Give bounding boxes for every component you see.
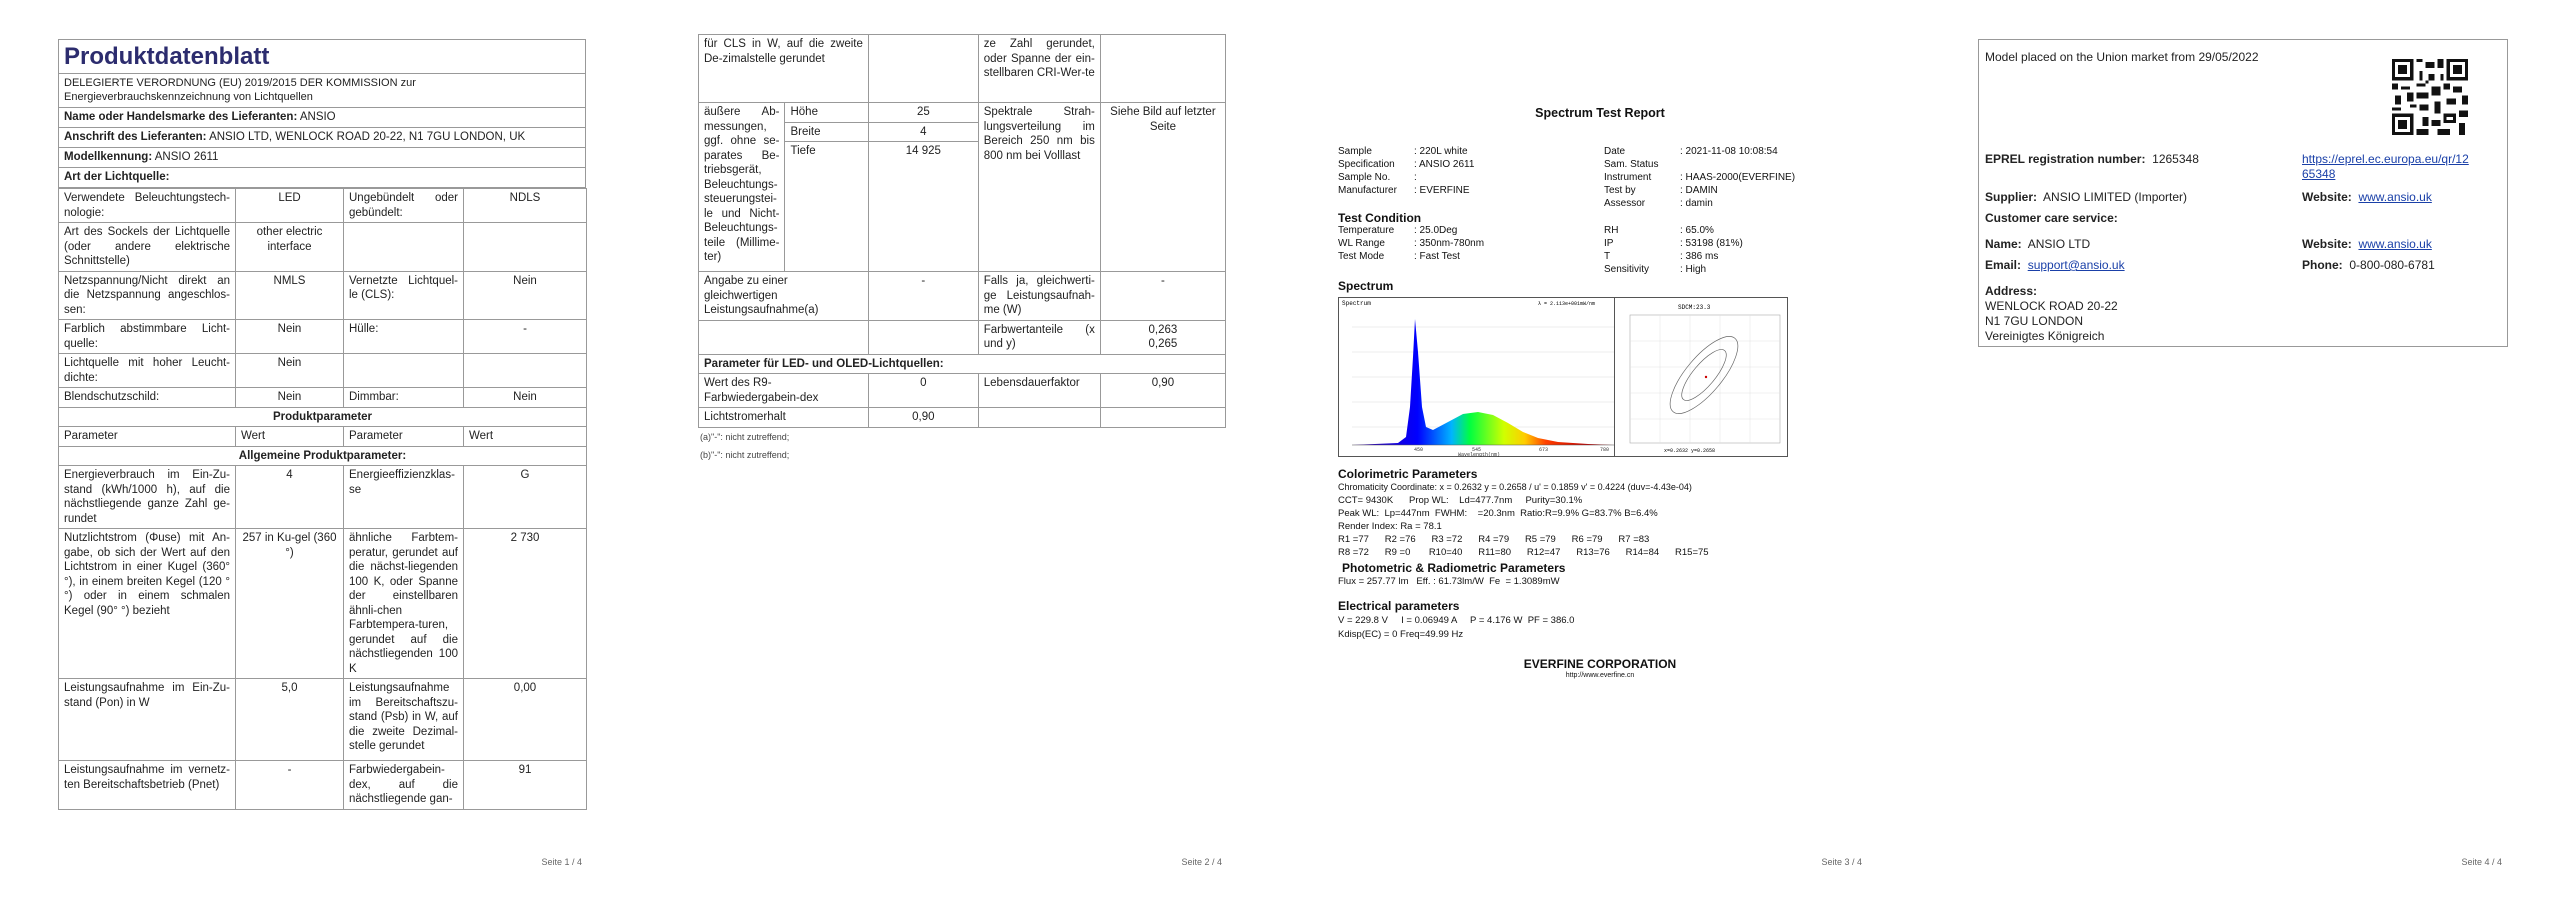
info-value: : High: [1680, 264, 1707, 275]
info-status: [1604, 159, 1680, 172]
info-key: T: [1604, 251, 1611, 262]
light-source-table: [58, 188, 587, 810]
info-key: Sam. Status: [1604, 159, 1659, 170]
supplier-row: [58, 108, 586, 128]
tc-temp: [1338, 225, 1457, 238]
tc-ip: [1604, 238, 1743, 251]
cell: 0,263 0,265: [1100, 320, 1225, 354]
footer-url: http://www.everfine.cn: [1565, 672, 1635, 679]
table-row: [699, 35, 1226, 103]
electrical-line: Kdisp(EC) = 0 Freq=49.99 Hz: [1338, 629, 1464, 640]
cell: [464, 223, 587, 272]
supplier-row: [1985, 190, 2187, 205]
info-key: WL Range: [1338, 238, 1385, 249]
footer-company: EVERFINE CORPORATION: [1523, 657, 1677, 671]
table-row: [59, 446, 587, 466]
cell: LED: [236, 189, 344, 223]
info-value: :: [1414, 172, 1417, 183]
footnote-b: (b)"-": nicht zutreffend;: [700, 450, 790, 460]
address-row: [58, 128, 586, 148]
info-value: : 65.0%: [1680, 225, 1714, 236]
cell: 4: [236, 466, 344, 529]
cell: Siehe Bild auf letzter Seite: [1100, 103, 1225, 272]
info-assessor: [1604, 198, 1713, 211]
info-value: : 25.0Deg: [1414, 225, 1458, 236]
cell: Dimmbar:: [344, 388, 464, 408]
cell: [868, 320, 978, 354]
address-label: Anschrift des Lieferanten:: [64, 131, 207, 143]
dim-label: Breite: [785, 122, 868, 142]
page-number: Seite 4 / 4: [2461, 857, 2502, 867]
table-row: [699, 103, 1226, 123]
cell: Leistungsaufnahme im Bereitschaftszu-stand (Psb) in W, auf die zweite Dezimal-stelle gerundet: [344, 679, 464, 761]
spectrum-tick: 450: [1414, 447, 1424, 453]
light-source-type-heading: Art der Lichtquelle:: [58, 168, 586, 188]
supplier-value: ANSIO LIMITED (Importer): [2043, 190, 2188, 204]
info-spec: [1338, 159, 1474, 172]
cell: 2 730: [464, 529, 587, 679]
cell: Hülle:: [344, 320, 464, 354]
cell: -: [1100, 272, 1225, 321]
tc-rh: [1604, 225, 1714, 238]
table-row: [59, 320, 587, 354]
tc-wl: [1338, 238, 1484, 251]
cell: Farbwertanteile (x und y): [978, 320, 1100, 354]
info-key: Assessor: [1604, 198, 1646, 209]
table-row: [59, 407, 587, 427]
cell: [868, 35, 978, 103]
spectrum-label: Spectrum: [1342, 300, 1371, 307]
cell: -: [868, 272, 978, 321]
address-line: Vereinigtes Königreich: [1985, 329, 2105, 343]
qr-code-icon: [2392, 59, 2468, 135]
footnote-a: (a)"-": nicht zutreffend;: [700, 432, 790, 442]
dim-value: 4: [868, 122, 978, 142]
email-label: Email:: [1985, 258, 2022, 272]
cell: Energieeffizienzklas-se: [344, 466, 464, 529]
cell: 0,90: [1100, 374, 1225, 408]
address-heading: Address:: [1985, 284, 2038, 298]
cell: Energieverbrauch im Ein-Zu-stand (kWh/1000 h), auf die nächstliegende ganze Zahl ge-rundet: [59, 466, 236, 529]
cie-frame: [1615, 298, 1788, 457]
info-value: : 220L white: [1414, 146, 1468, 157]
cell: NDLS: [464, 189, 587, 223]
cell: Angabe zu einer gleichwertigen Leistungsaufnahme(a): [699, 272, 869, 321]
tc-mode: [1338, 251, 1460, 264]
info-key: Instrument: [1604, 172, 1652, 183]
table-header: [59, 427, 587, 447]
regulation-subtitle: DELEGIERTE VERORDNUNG (EU) 2019/2015 DER KOMMISSION zur Energieverbrauchskennzeichnung von Lichtquellen: [58, 74, 586, 108]
table-row: [699, 408, 1226, 428]
cell: Farblich abstimmbare Licht-quelle:: [59, 320, 236, 354]
cell: ähnliche Farbtem-peratur, gerundet auf die nächst-liegenden 100 K, oder Spanne der einstellbaren ähnli-chen Farbtempera-turen, gerundet auf die nächstliegenden 100 K: [344, 529, 464, 679]
page-title: Produktdatenblatt: [58, 39, 586, 74]
info-value: : HAAS-2000(EVERFINE): [1680, 172, 1796, 183]
cell: Nein: [236, 388, 344, 408]
info-key: Sample: [1338, 146, 1372, 157]
info-value: : 53198 (81%): [1680, 238, 1743, 249]
info-value: : DAMIN: [1680, 185, 1718, 196]
column-header: Wert: [464, 427, 587, 447]
phone-label: Phone:: [2302, 258, 2343, 272]
supplier-label: Supplier:: [1985, 190, 2038, 204]
cell: [464, 354, 587, 388]
cell: 0,90: [868, 408, 978, 428]
cell: NMLS: [236, 271, 344, 320]
info-value: : 386 ms: [1680, 251, 1719, 262]
spectrum-heading: Spectrum: [1338, 279, 1394, 293]
colorimetric-line: CCT= 9430K Prop WL: Ld=477.7nm Purity=30.1%: [1338, 495, 1583, 506]
table-row: [699, 272, 1226, 321]
website2-label: Website:: [2302, 237, 2352, 251]
table-row: [59, 679, 587, 761]
cell: Farbwiedergabein-dex, auf die nächstliegende gan-: [344, 761, 464, 810]
page-4: [1920, 0, 2560, 905]
cell: Verwendete Beleuchtungstech-nologie:: [59, 189, 236, 223]
supplier-value: ANSIO: [299, 111, 336, 123]
table-row: [59, 388, 587, 408]
info-sample-no: [1338, 172, 1417, 185]
eprel-value: 1265348: [2152, 152, 2199, 166]
tc-t: [1604, 251, 1718, 264]
spectrum-xlabel: Wavelength(nm): [1458, 452, 1501, 457]
info-key: Sample No.: [1338, 172, 1391, 183]
table-row: [699, 374, 1226, 408]
cell: Nein: [236, 354, 344, 388]
table-row: [59, 189, 587, 223]
cell: Ungebündelt oder gebündelt:: [344, 189, 464, 223]
name-label: Name:: [1985, 237, 2022, 251]
led-params-heading: Parameter für LED- und OLED-Lichtquellen:: [699, 354, 1226, 374]
cell: Falls ja, gleichwerti-ge Leistungsaufnah-me (W): [978, 272, 1100, 321]
spectrum-tick: 673: [1539, 447, 1549, 453]
eprel-link-line[interactable]: 65348: [2302, 167, 2336, 181]
phone-value: 0-800-080-6781: [2349, 258, 2435, 272]
tc-sens: [1604, 264, 1706, 277]
column-header: Parameter: [59, 427, 236, 447]
colorimetric-line: Render Index: Ra = 78.1: [1338, 521, 1442, 532]
info-value: : damin: [1680, 198, 1713, 209]
cell: Blendschutzschild:: [59, 388, 236, 408]
cell: [699, 320, 869, 354]
cell: Lichtquelle mit hoher Leucht-dichte:: [59, 354, 236, 388]
spectrum-tick: 545: [1472, 447, 1482, 453]
datasheet-table-p2: [698, 34, 1226, 428]
phone-row: [2302, 258, 2435, 273]
info-key: Manufacturer: [1338, 185, 1397, 196]
info-key: Sensitivity: [1604, 264, 1650, 275]
page-2: [640, 0, 1280, 905]
table-row: [59, 761, 587, 810]
datasheet-table-p1: [58, 39, 586, 810]
cell: Lichtstromerhalt: [699, 408, 869, 428]
general-params-heading: Allgemeine Produktparameter:: [59, 446, 587, 466]
eprel-row: [1985, 152, 2199, 167]
cell: [1100, 408, 1225, 428]
colorimetric-line: R8 =72 R9 =0 R10=40 R11=80 R12=47 R13=76 R14=84 R15=75: [1338, 547, 1709, 558]
info-value: : 350nm-780nm: [1414, 238, 1485, 249]
info-key: RH: [1604, 225, 1619, 236]
cell: [344, 354, 464, 388]
info-key: Date: [1604, 146, 1626, 157]
spectrum-max: λ = 2.113e+001mW/nm: [1538, 301, 1596, 307]
table-row: [59, 529, 587, 679]
email-link[interactable]: support@ansio.uk: [2027, 258, 2125, 272]
spectrum-chart: [1338, 297, 1618, 457]
table-row: [59, 223, 587, 272]
info-manufacturer: [1338, 185, 1470, 198]
cell: Art des Sockels der Lichtquelle (oder andere elektrische Schnittstelle): [59, 223, 236, 272]
report-title: Spectrum Test Report: [1535, 106, 1665, 120]
name-value: ANSIO LTD: [2027, 237, 2091, 251]
website-label: Website:: [2302, 190, 2352, 204]
info-sample: [1338, 146, 1468, 159]
table-row: [59, 354, 587, 388]
cell: Vernetzte Lichtquel-le (CLS):: [344, 271, 464, 320]
cell: G: [464, 466, 587, 529]
info-key: Test by: [1604, 185, 1636, 196]
eprel-info-box: [1978, 39, 2508, 347]
cell: Lebensdauerfaktor: [978, 374, 1100, 408]
model-row: [58, 148, 586, 168]
cell: other electric interface: [236, 223, 344, 272]
test-condition-heading: Test Condition: [1338, 211, 1422, 225]
cell: für CLS in W, auf die zweite De-zimalstelle gerundet: [699, 35, 869, 103]
cell: Nein: [464, 388, 587, 408]
table-row: [59, 466, 587, 529]
electrical-line: V = 229.8 V I = 0.06949 A P = 4.176 W PF = 386.0: [1338, 615, 1575, 626]
website-row: [2302, 190, 2432, 205]
supplier-label: Name oder Handelsmarke des Lieferanten:: [64, 111, 298, 123]
photometric-line: Flux = 257.77 lm Eff. : 61.73lm/W Fe = 1.3089mW: [1338, 576, 1560, 587]
column-header: Wert: [236, 427, 344, 447]
page-number: Seite 1 / 4: [541, 857, 582, 867]
eprel-link-line[interactable]: https://eprel.ec.europa.eu/qr/12: [2302, 152, 2469, 166]
model-label: Modellkennung:: [64, 151, 153, 163]
page-1: [0, 0, 640, 905]
page-number: Seite 3 / 4: [1821, 857, 1862, 867]
cell: Leistungsaufnahme im Ein-Zu-stand (Pon) in W: [59, 679, 236, 761]
market-date-text: Model placed on the Union market from 29/05/2022: [1985, 50, 2259, 64]
cell: 257 in Ku-gel (360 °): [236, 529, 344, 679]
cell: 91: [464, 761, 587, 810]
email-row: [1985, 258, 2125, 273]
address-line: N1 7GU LONDON: [1985, 314, 2084, 328]
cell: Nein: [236, 320, 344, 354]
info-value: : Fast Test: [1414, 251, 1460, 262]
cell: Nein: [464, 271, 587, 320]
cie-label: SDCM:23.3: [1678, 304, 1711, 311]
cell: 5,0: [236, 679, 344, 761]
cell: Leistungsaufnahme im vernetz-ten Bereitschaftsbetrieb (Pnet): [59, 761, 236, 810]
website2-link[interactable]: www.ansio.uk: [2358, 237, 2432, 251]
cell: Spektrale Strah-lungsverteilung im Bereich 250 nm bis 800 nm bei Volllast: [978, 103, 1100, 272]
info-key: IP: [1604, 238, 1614, 249]
info-key: Temperature: [1338, 225, 1395, 236]
dim-value: 14 925: [868, 142, 978, 272]
cie-point: [1705, 376, 1707, 378]
eprel-label: EPREL registration number:: [1985, 152, 2146, 166]
cell: [344, 223, 464, 272]
product-params-heading: Produktparameter: [59, 407, 587, 427]
colorimetric-line: R1 =77 R2 =76 R3 =72 R4 =79 R5 =79 R6 =79 R7 =83: [1338, 534, 1650, 545]
name-row: [1985, 237, 2090, 252]
page-number: Seite 2 / 4: [1181, 857, 1222, 867]
website2-row: [2302, 237, 2432, 252]
dim-label: Tiefe: [785, 142, 868, 272]
info-tester: [1604, 185, 1718, 198]
photometric-heading: Photometric & Radiometric Parameters: [1342, 561, 1566, 575]
column-header: Parameter: [344, 427, 464, 447]
cell: 0: [868, 374, 978, 408]
eprel-link[interactable]: [2302, 152, 2469, 182]
website-link[interactable]: www.ansio.uk: [2358, 190, 2432, 204]
info-value: : ANSIO 2611: [1414, 159, 1475, 170]
cell: Nutzlichtstrom (Φuse) mit An-gabe, ob sich der Wert auf den Lichtstrom in einer Kugel (360° °), in einem breiten Kegel (120 °°) oder in einem schmalen Kegel (90° °) bezieht: [59, 529, 236, 679]
cell: [978, 408, 1100, 428]
dim-label: Höhe: [785, 103, 868, 123]
address-line: WENLOCK ROAD 20-22: [1985, 299, 2118, 313]
info-value: : EVERFINE: [1414, 185, 1470, 196]
cell: Netzspannung/Nicht direkt an die Netzspannung angeschlos-sen:: [59, 271, 236, 320]
cie-chart: [1614, 297, 1788, 457]
table-row: [699, 320, 1226, 354]
info-date: [1604, 146, 1778, 159]
colorimetric-line: Peak WL: Lp=447nm FWHM: =20.3nm Ratio:R=9.9% G=83.7% B=6.4%: [1338, 508, 1658, 519]
page-3: [1280, 0, 1920, 905]
electrical-heading: Electrical parameters: [1338, 599, 1460, 613]
table-row: [699, 354, 1226, 374]
info-instrument: [1604, 172, 1795, 185]
info-value: : 2021-11-08 10:08:54: [1680, 146, 1778, 157]
cell: -: [236, 761, 344, 810]
cell: -: [464, 320, 587, 354]
colorimetric-heading: Colorimetric Parameters: [1338, 467, 1478, 481]
cie-xlabel: x=0.2632 y=0.2658: [1664, 448, 1716, 454]
info-key: Test Mode: [1338, 251, 1385, 262]
model-value: ANSIO 2611: [154, 151, 219, 163]
cell: ze Zahl gerundet, oder Spanne der ein-stellbaren CRI-Wer-te: [978, 35, 1100, 103]
address-value: ANSIO LTD, WENLOCK ROAD 20-22, N1 7GU LONDON, UK: [209, 131, 526, 143]
customer-care-heading: Customer care service:: [1985, 211, 2118, 225]
spectrum-tick: 780: [1600, 447, 1610, 453]
cell: Wert des R9-Farbwiedergabein-dex: [699, 374, 869, 408]
cell: [1100, 35, 1225, 103]
cell: äußere Ab-messungen, ggf. ohne se-parates Be-triebsgerät, Beleuchtungs-steuerungstei-le und Nicht-Beleuchtungs-teile (Millime-ter): [699, 103, 785, 272]
colorimetric-line: Chromaticity Coordinate: x = 0.2632 y = 0.2658 / u' = 0.1859 v' = 0.4224 (duv=-4.43e-04): [1338, 482, 1692, 492]
info-key: Specification: [1338, 159, 1395, 170]
cell: 0,00: [464, 679, 587, 761]
dim-value: 25: [868, 103, 978, 123]
table-row: [59, 271, 587, 320]
